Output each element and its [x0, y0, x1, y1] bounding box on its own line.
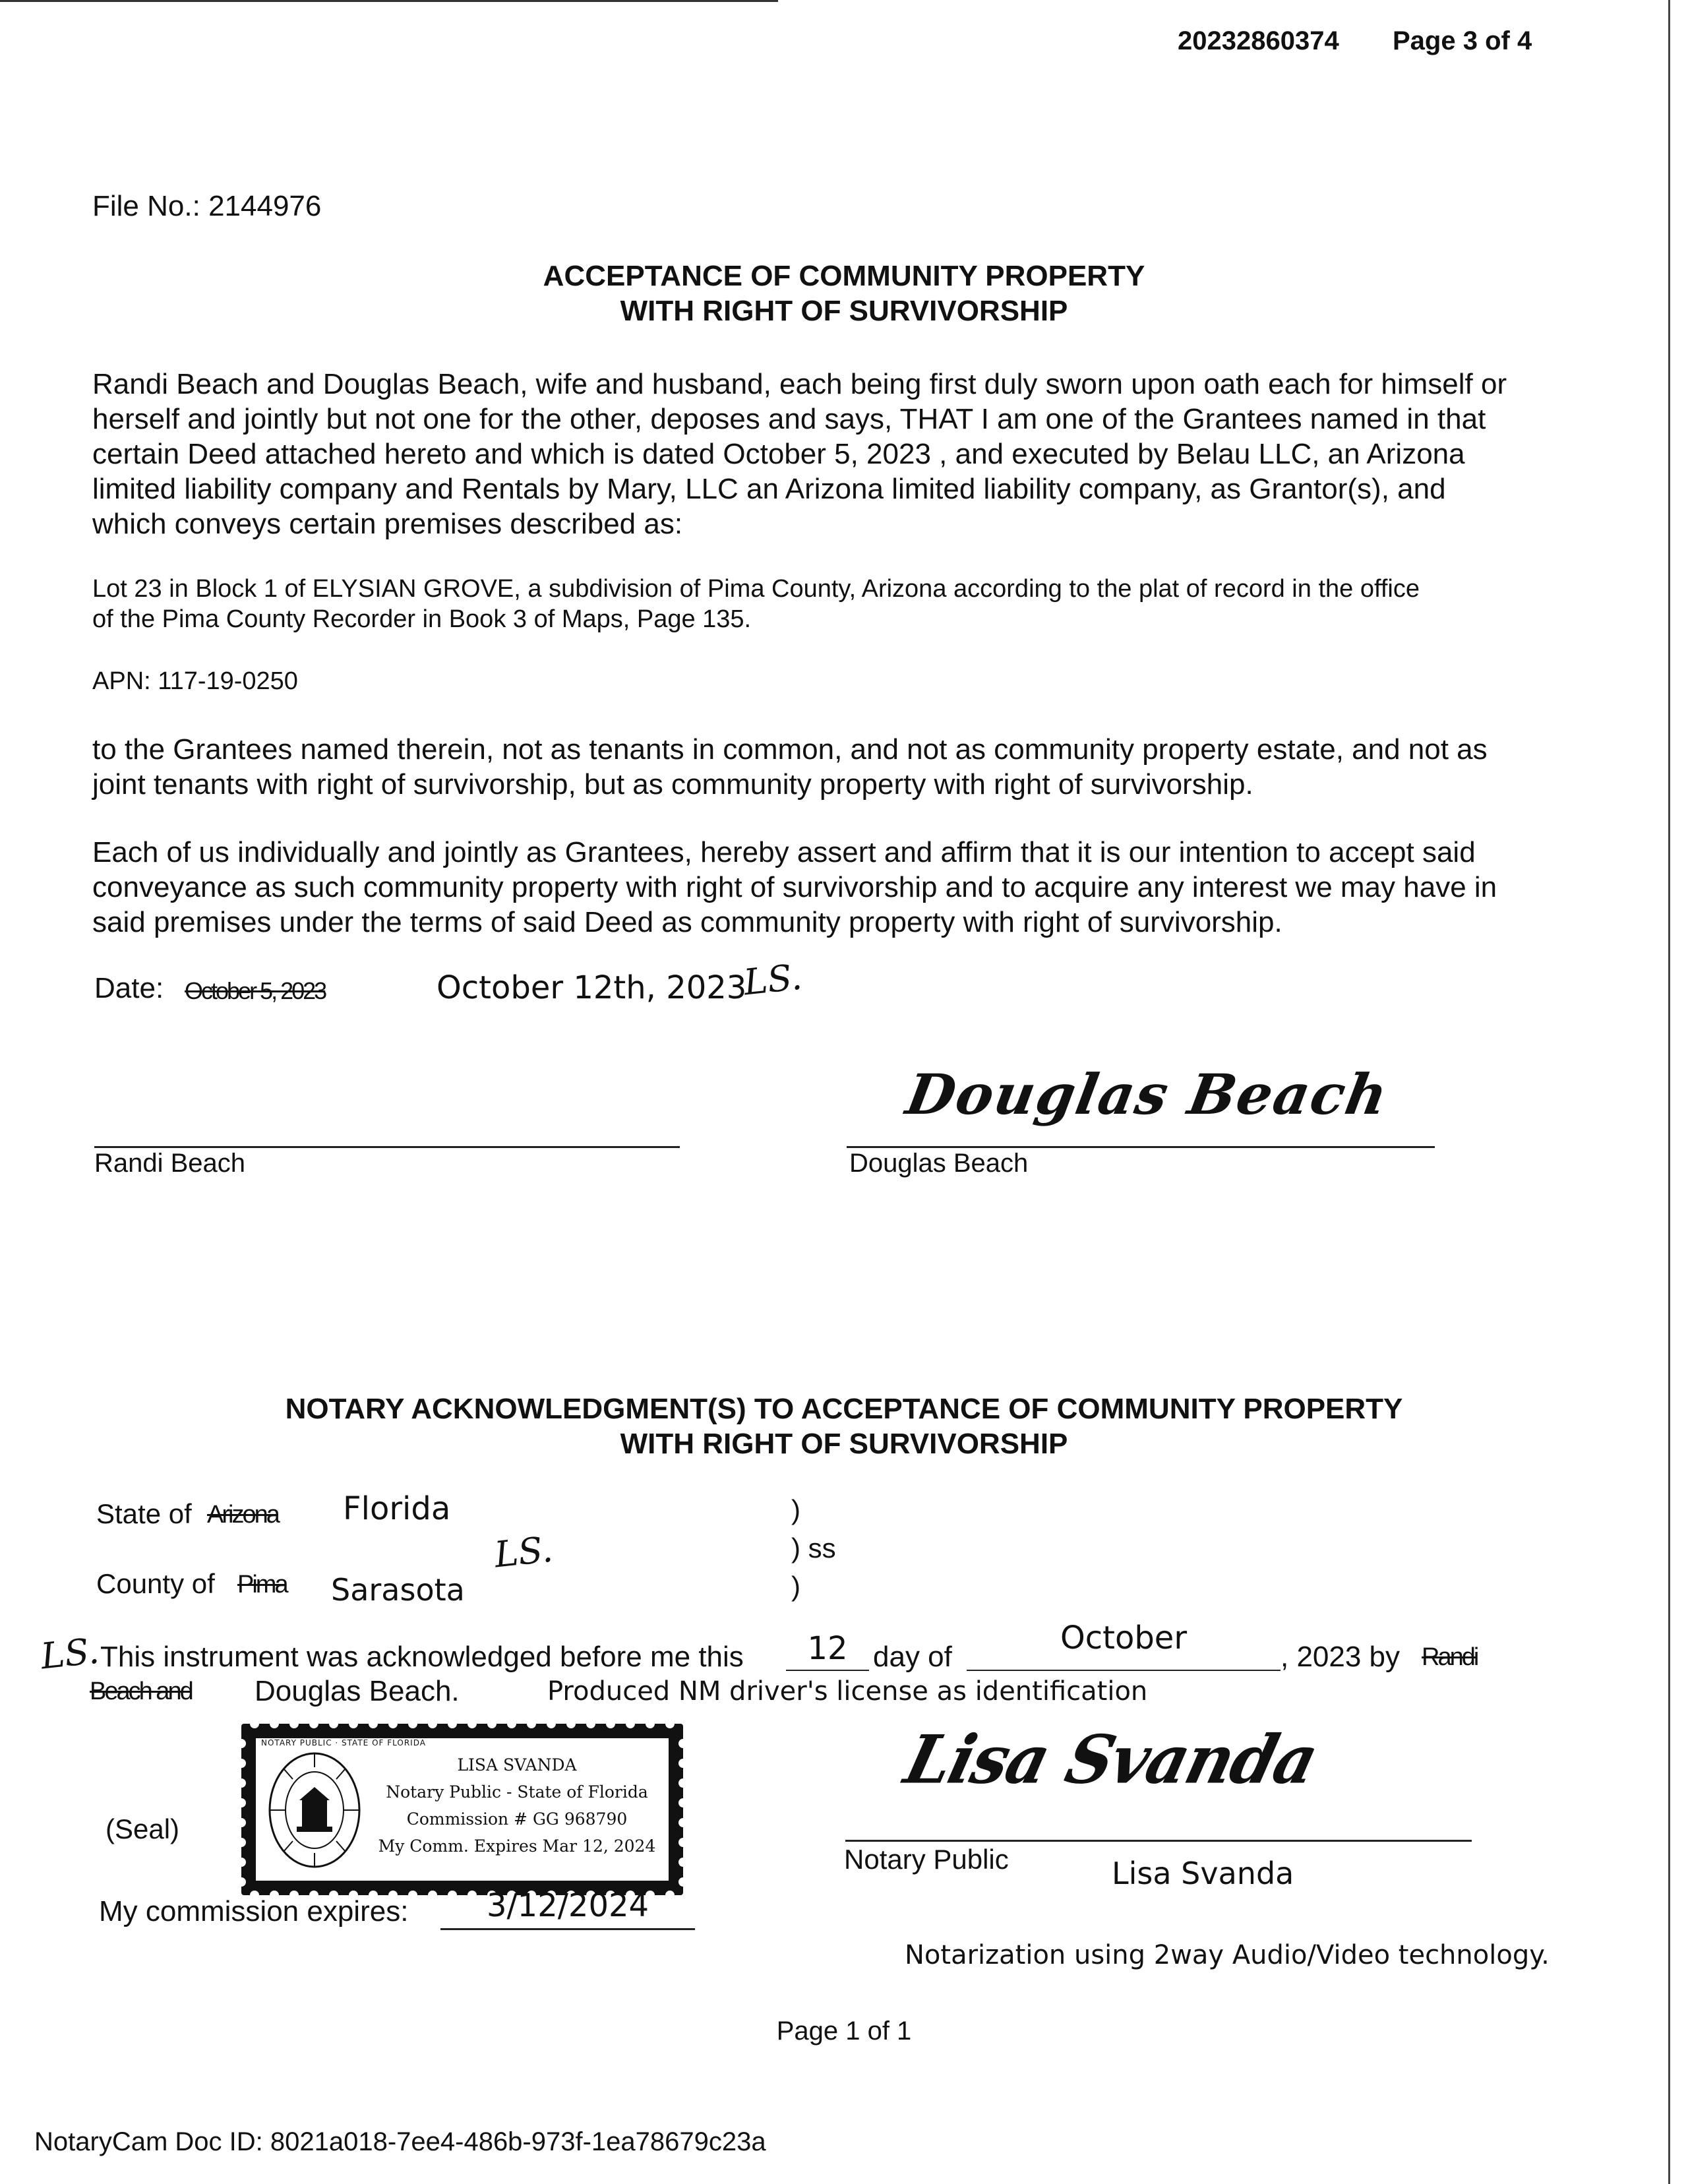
venue-ss: ) ss	[791, 1532, 836, 1563]
signature-line-douglas	[847, 1146, 1435, 1148]
commission-line	[440, 1928, 695, 1930]
state-value: Florida	[343, 1490, 451, 1527]
notary-signature-line	[845, 1840, 1472, 1842]
file-number-label: File No.:	[92, 190, 200, 222]
ack-signer: Douglas Beach.	[255, 1675, 460, 1707]
remote-notarization-note: Notarization using 2way Audio/Video technology.	[905, 1940, 1550, 1970]
ack-month-line	[967, 1670, 1281, 1671]
notary-title	[0, 1391, 1688, 1461]
title-line-2: WITH RIGHT OF SURVIVORSHIP	[620, 295, 1068, 327]
notary-printed-name: Lisa Svanda	[1112, 1856, 1294, 1891]
file-number-value: 2144976	[208, 190, 322, 222]
intro-line: which conveys certain premises described as:	[92, 508, 683, 540]
page-indicator: Page 3 of 4	[1393, 26, 1532, 55]
ack-text-3: , 2023 by	[1281, 1641, 1401, 1673]
seal-label: (Seal)	[106, 1813, 180, 1844]
commission-value: 3/12/2024	[486, 1887, 649, 1924]
apn: APN: 117-19-0250	[92, 667, 298, 695]
legal-description	[92, 574, 1420, 634]
commission-label: My commission expires:	[99, 1895, 409, 1927]
date-label: Date:	[94, 972, 164, 1004]
ack-struck-1: Randi	[1422, 1643, 1478, 1671]
county-label: County of	[96, 1568, 215, 1599]
legal-line: Lot 23 in Block 1 of ELYSIAN GROVE, a subdivision of Pima County, Arizona according to the plat of record in the office	[92, 575, 1420, 603]
county-struck: Pima	[237, 1571, 287, 1598]
seal-text	[372, 1751, 662, 1860]
venue-bracket: )	[791, 1494, 800, 1525]
seal-name: LISA SVANDA	[457, 1755, 577, 1774]
notary-label: Notary Public	[844, 1844, 1009, 1875]
ack-month: October	[1060, 1620, 1188, 1656]
date-value: October 12th, 2023	[437, 969, 747, 1006]
affirm-line: said premises under the terms of said Deed as community property with right of survivorship.	[92, 906, 1282, 938]
ack-day-line	[786, 1670, 869, 1671]
intro-paragraph	[92, 367, 1507, 541]
notary-title-line-2: WITH RIGHT OF SURVIVORSHIP	[620, 1428, 1068, 1460]
title-line-1: ACCEPTANCE OF COMMUNITY PROPERTY	[543, 260, 1145, 292]
notary-seal-stamp	[241, 1724, 683, 1895]
grant-paragraph	[92, 732, 1488, 802]
recording-number: 20232860374	[1178, 26, 1339, 55]
ack-id-note: Produced NM driver's license as identification	[547, 1676, 1148, 1707]
notary-signature: Lisa Svanda	[897, 1720, 1325, 1799]
ack-text-1: This instrument was acknowledged before me this	[100, 1641, 744, 1673]
ack-struck-2: Beach and	[90, 1678, 192, 1705]
initials-icon: LS.	[38, 1629, 102, 1678]
seal-inner	[256, 1738, 669, 1881]
seal-commission: Commission # GG 968790	[406, 1809, 628, 1829]
date-struck: October 5, 2023	[185, 977, 326, 1004]
inner-page-footer: Page 1 of 1	[776, 2017, 912, 2046]
scan-top-edge	[0, 0, 778, 2]
intro-line: herself and jointly but not one for the other, deposes and says, THAT I am one of the Grantees named in that	[92, 403, 1486, 435]
doc-id: NotaryCam Doc ID: 8021a018-7ee4-486b-973f-1ea78679c23a	[34, 2127, 766, 2156]
seal-expiration: My Comm. Expires Mar 12, 2024	[378, 1836, 656, 1856]
grant-line: to the Grantees named therein, not as tenants in common, and not as community property estate, and not as	[92, 733, 1488, 766]
florida-seal-icon	[265, 1747, 364, 1873]
signer-name-randi: Randi Beach	[94, 1149, 246, 1178]
intro-line: limited liability company and Rentals by Mary, LLC an Arizona limited liability company, as Grantor(s), and	[92, 473, 1446, 505]
grant-line: joint tenants with right of survivorship, but as community property with right of survivorship.	[92, 768, 1253, 801]
venue-bracket: )	[791, 1571, 800, 1602]
document-title	[0, 258, 1688, 328]
ack-day: 12	[807, 1630, 848, 1667]
county-value: Sarasota	[331, 1572, 465, 1608]
affirm-line: Each of us individually and jointly as Grantees, hereby assert and affirm that it is our intention to accept said	[92, 836, 1476, 868]
affirm-line: conveyance as such community property with right of survivorship and to acquire any interest we may have in	[92, 871, 1497, 903]
legal-line: of the Pima County Recorder in Book 3 of Maps, Page 135.	[92, 605, 752, 633]
state-struck: Arizona	[207, 1501, 278, 1529]
signature-douglas: Douglas Beach	[901, 1062, 1394, 1127]
intro-line: Randi Beach and Douglas Beach, wife and husband, each being first duly sworn upon oath each for himself or	[92, 368, 1507, 400]
notary-title-line-1: NOTARY ACKNOWLEDGMENT(S) TO ACCEPTANCE OF COMMUNITY PROPERTY	[285, 1393, 1403, 1425]
file-number	[92, 190, 321, 223]
signature-line-randi	[94, 1146, 680, 1148]
initials-icon: LS.	[741, 956, 804, 1004]
ack-text-2: day of	[873, 1641, 952, 1673]
signer-name-douglas: Douglas Beach	[849, 1149, 1029, 1178]
seal-title: Notary Public - State of Florida	[386, 1782, 648, 1802]
initials-icon: LS.	[492, 1528, 555, 1576]
state-label: State of	[96, 1498, 192, 1529]
affirm-paragraph	[92, 835, 1497, 940]
intro-line: certain Deed attached hereto and which is dated October 5, 2023 , and executed by Belau LLC, an Arizona	[92, 438, 1465, 470]
seal-ring-text: NOTARY PUBLIC · STATE OF FLORIDA	[261, 1738, 426, 1747]
